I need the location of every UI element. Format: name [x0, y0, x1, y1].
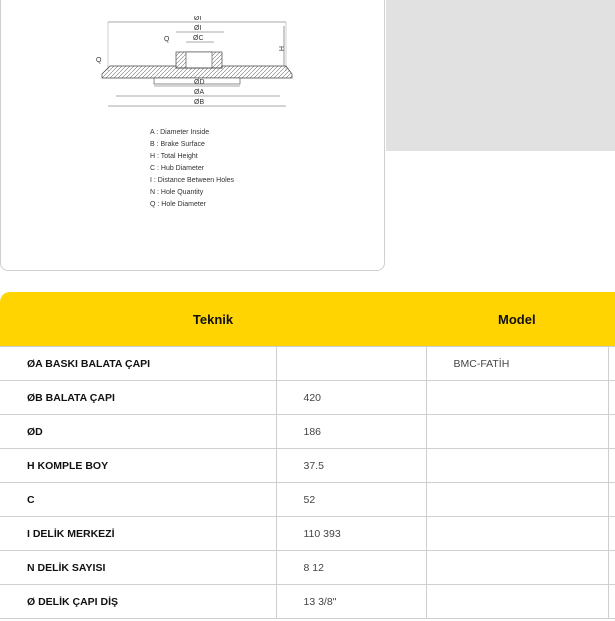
label-q-top: Q: [164, 36, 170, 43]
table-row: [0, 483, 615, 517]
row-extra: [608, 415, 615, 449]
legend-item: I : Distance Between Holes: [150, 177, 235, 184]
header-teknik: Teknik: [0, 292, 426, 347]
table-row: [0, 449, 615, 483]
spec-table: [0, 292, 615, 619]
diagram-card: [0, 0, 385, 271]
table-row: [0, 517, 615, 551]
row-model: [426, 415, 608, 449]
row-value: 52: [276, 483, 426, 517]
row-label: ØB BALATA ÇAPI: [0, 381, 276, 415]
diagram-legend: [150, 127, 234, 211]
row-extra: [608, 551, 615, 585]
table-row: [0, 585, 615, 619]
row-label: ØD: [0, 415, 276, 449]
row-model: [426, 517, 608, 551]
row-label: C: [0, 483, 276, 517]
row-label: N DELİK SAYISI: [0, 551, 276, 585]
brake-disc-diagram: [96, 16, 296, 114]
label-dia-a: ØA: [194, 89, 205, 96]
row-label: ØA BASKI BALATA ÇAPI: [0, 347, 276, 381]
table-row: [0, 347, 615, 381]
legend-item: N : Hole Quantity: [150, 189, 204, 196]
row-value: 13 3/8": [276, 585, 426, 619]
row-value: [276, 347, 426, 381]
row-value: 110 393: [276, 517, 426, 551]
row-model: [426, 483, 608, 517]
row-model: [426, 551, 608, 585]
row-value: 186: [276, 415, 426, 449]
label-dia-b: ØB: [194, 99, 205, 106]
label-dia-i-inner: ØI: [194, 25, 202, 32]
row-value: 37.5: [276, 449, 426, 483]
label-dia-d: ØD: [194, 79, 205, 86]
row-label: H KOMPLE BOY: [0, 449, 276, 483]
row-value: 420: [276, 381, 426, 415]
label-dia-i: ØI: [194, 16, 202, 22]
row-model: BMC-FATİH: [426, 347, 608, 381]
table-row: [0, 551, 615, 585]
row-extra: [608, 517, 615, 551]
label-q-left: Q: [96, 57, 102, 64]
row-extra: [608, 585, 615, 619]
label-dia-c: ØC: [193, 35, 204, 42]
row-extra: [608, 347, 615, 381]
image-placeholder-panel: [386, 0, 615, 151]
header-model: Model: [426, 292, 615, 347]
row-label: I DELİK MERKEZİ: [0, 517, 276, 551]
label-h: H: [277, 46, 284, 52]
legend-item: B : Brake Surface: [150, 141, 205, 148]
row-extra: [608, 483, 615, 517]
legend-item: H : Total Height: [150, 153, 198, 160]
row-model: [426, 449, 608, 483]
table-row: [0, 381, 615, 415]
row-label: Ø DELİK ÇAPI DİŞ: [0, 585, 276, 619]
table-header-row: [0, 292, 615, 347]
legend-item: A : Diameter Inside: [150, 129, 210, 136]
table-row: [0, 415, 615, 449]
legend-item: Q : Hole Diameter: [150, 201, 207, 208]
row-extra: [608, 449, 615, 483]
row-model: [426, 585, 608, 619]
row-value: 8 12: [276, 551, 426, 585]
legend-item: C : Hub Diameter: [150, 165, 205, 172]
row-model: [426, 381, 608, 415]
row-extra: [608, 381, 615, 415]
